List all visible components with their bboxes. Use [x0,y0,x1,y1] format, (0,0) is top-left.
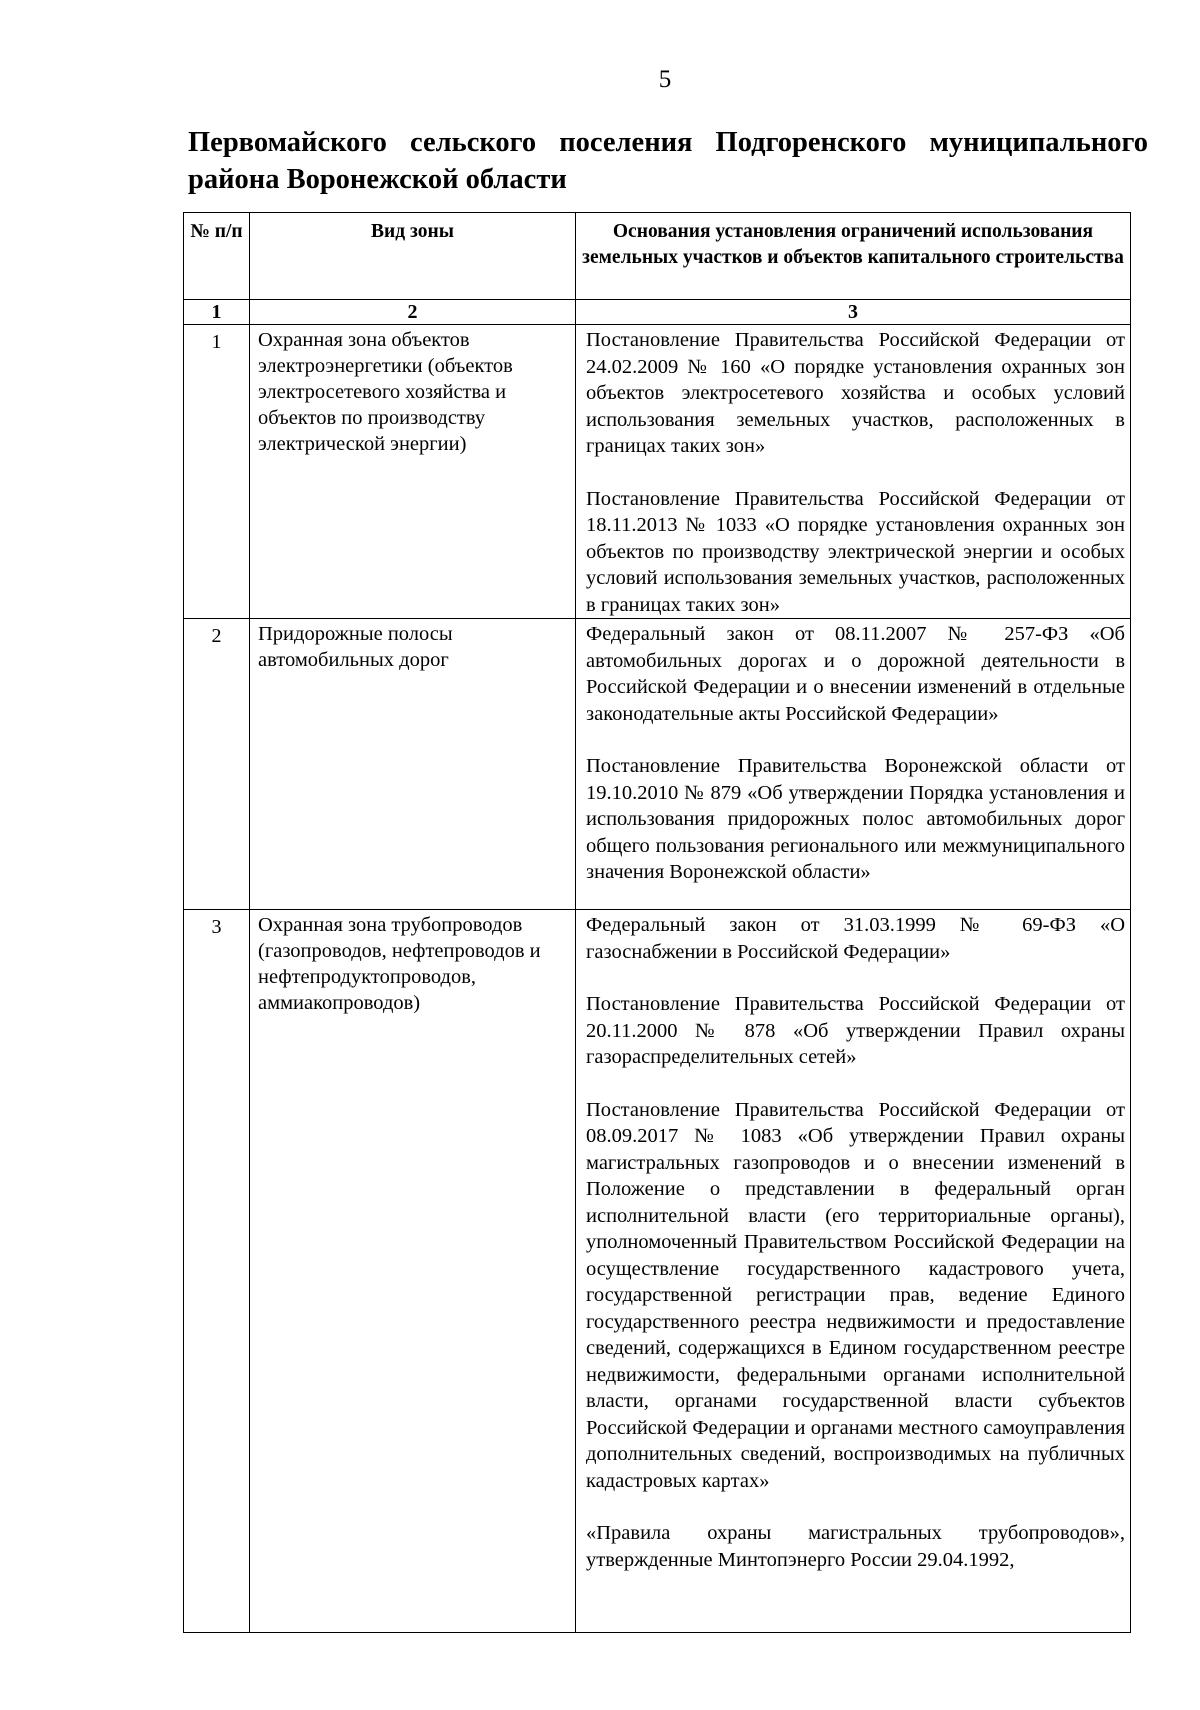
page-number: 5 [658,66,672,93]
zone-type-cell: Придорожные полосы автомобильных дорог [250,619,576,910]
column-number: 1 [184,300,250,325]
title-line-1: Первомайского сельского поселения Подгоренского муниципального [188,127,1148,158]
basis-paragraph: Постановление Правительства Российской Федерации от 08.09.2017 № 1083 «Об утверждении Правил охраны магистральных газопроводов и о внесении изменений в Положение о представлении в федеральный орган исполнительной власти (его территориальные органы), уполномоченный Правительством Российской Федерации на осуществление государственного кадастрового учета, государственной регистрации прав, ведение Единого государственного реестра недвижимости и предоставление сведений, содержащихся в Едином государственном реестре недвижимости, федеральными органами исполнительной власти, органами государственной власти субъектов Российской Федерации и органами местного самоуправления дополнительных сведений, воспроизводимых на публичных кадастровых картах» [586,1098,1125,1492]
column-number-row [184,300,1131,325]
row-number: 3 [184,910,250,1633]
table-row [184,910,1131,1633]
basis-paragraph: Федеральный закон от 08.11.2007 № 257-ФЗ «Об автомобильных дорогах и о дорожной деятельности в Российской Федерации и о внесении изменений в отдельные законодательные акты Российской Федерации» [586,623,1125,725]
row-number: 2 [184,619,250,910]
row-number: 1 [184,325,250,619]
column-number: 3 [576,300,1131,325]
table-row [184,325,1131,619]
table-row [184,619,1131,910]
restrictions-table [183,212,1131,1633]
header-zone-type: Вид зоны [250,213,576,300]
zone-type-cell: Охранная зона трубопроводов (газопроводов, нефтепроводов и нефтепродуктопроводов, аммиакопроводов) [250,910,576,1633]
basis-paragraph: Постановление Правительства Воронежской области от 19.10.2010 № 879 «Об утверждении Порядка установления и использования придорожных полос автомобильных дорог общего пользования регионального или межмуниципального значения Воронежской области» [586,755,1125,883]
document-title [188,124,1148,198]
column-number: 2 [250,300,576,325]
zone-type-cell: Охранная зона объектов электроэнергетики (объектов электросетевого хозяйства и объектов по производству электрической энергии) [250,325,576,619]
basis-paragraph: «Правила охраны магистральных трубопроводов», утвержденные Минтопэнерго России 29.04.1992, [586,1522,1125,1571]
header-number: № п/п [184,213,250,300]
basis-paragraph: Постановление Правительства Российской Федерации от 18.11.2013 № 1033 «О порядке установления охранных зон объектов по производству электрической энергии и особых условий использования земельных участков, расположенных в границах таких зон» [586,487,1125,616]
basis-cell [576,910,1131,1633]
table-header-row [184,213,1131,300]
basis-cell [576,619,1131,910]
basis-paragraph: Постановление Правительства Российской Федерации от 20.11.2000 № 878 «Об утверждении Правил охраны газораспределительных сетей» [586,993,1125,1068]
header-basis: Основания установления ограничений использования земельных участков и объектов капитального строительства [576,213,1131,300]
basis-paragraph: Федеральный закон от 31.03.1999 № 69-ФЗ «О газоснабжении в Российской Федерации» [586,914,1125,963]
basis-cell [576,325,1131,619]
basis-paragraph: Постановление Правительства Российской Федерации от 24.02.2009 № 160 «О порядке установления охранных зон объектов электросетевого хозяйства и особых условий использования земельных участков, расположенных в границах таких зон» [586,329,1125,457]
title-line-2: района Воронежской области [188,164,567,195]
